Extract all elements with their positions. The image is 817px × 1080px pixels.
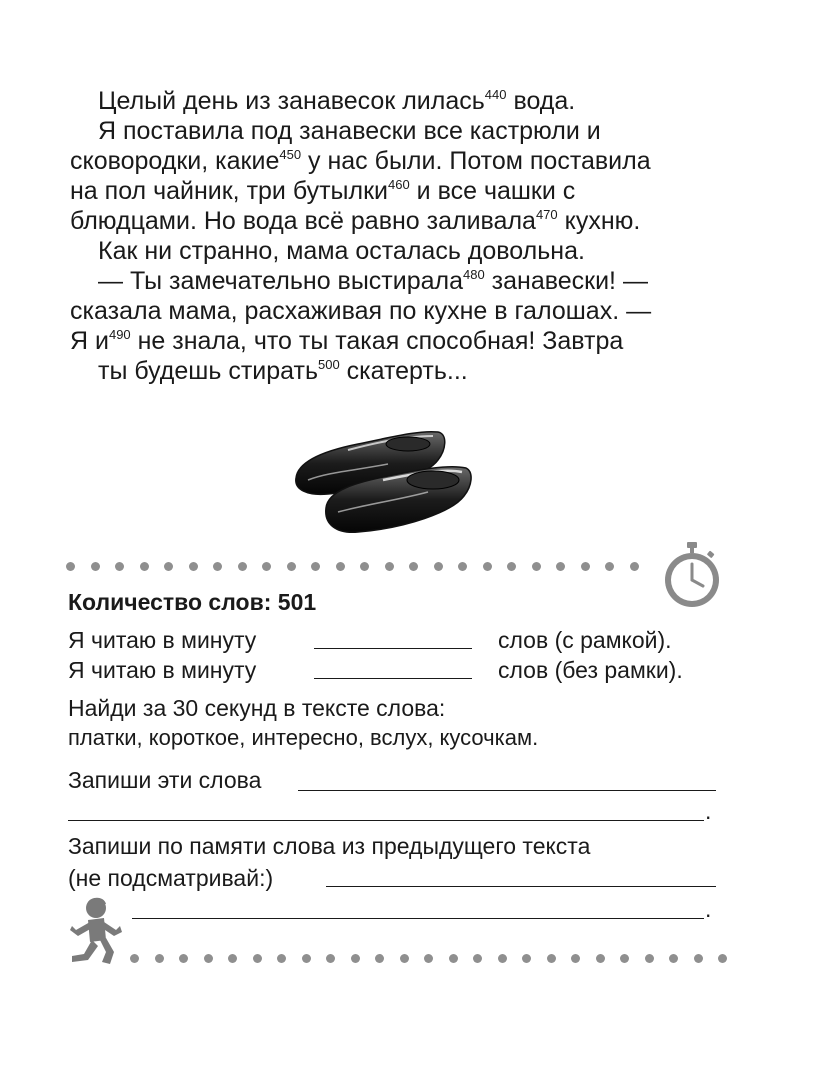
period-mark: . <box>705 896 712 922</box>
write-words-label: Запиши эти слова <box>68 767 262 793</box>
divider-dot <box>596 954 605 963</box>
divider-dot <box>400 954 409 963</box>
story-line: сказала мама, расхаживая по кухне в галошах. — <box>70 297 652 325</box>
divider-dot <box>130 954 139 963</box>
divider-dot <box>311 562 320 571</box>
rate-unit: слов (без рамки). <box>498 657 683 683</box>
divider-dot <box>718 954 727 963</box>
divider-dot <box>532 562 541 571</box>
write-words-line-1[interactable] <box>298 790 716 791</box>
divider-dot <box>262 562 271 571</box>
find-words-list: платки, короткое, интересно, вслух, кусочкам. <box>68 725 539 750</box>
divider-dot <box>669 954 678 963</box>
divider-dot <box>375 954 384 963</box>
divider-dot <box>287 562 296 571</box>
story-line: ты будешь стирать$^{500}$ скатерть... <box>98 357 468 385</box>
divider-dot <box>155 954 164 963</box>
story-line: на пол чайник, три бутылки$^{460}$ и все чашки с <box>70 177 576 205</box>
write-words-line-2[interactable] <box>68 820 704 821</box>
divider-dot <box>253 954 262 963</box>
divider-dot <box>115 562 124 571</box>
divider-dot <box>483 562 492 571</box>
rate-input-without-frame[interactable] <box>314 656 472 679</box>
divider-dot <box>351 954 360 963</box>
divider-dot <box>164 562 173 571</box>
divider-dot <box>179 954 188 963</box>
story-line: Целый день из занавесок лилась$^{440}$ вода. <box>98 87 576 115</box>
divider-dot <box>630 562 639 571</box>
divider-dot <box>645 954 654 963</box>
rate-label: Я читаю в минуту <box>68 657 257 683</box>
divider-dot <box>336 562 345 571</box>
rate-unit: слов (с рамкой). <box>498 627 672 653</box>
divider-dot <box>66 562 75 571</box>
divider-dot <box>694 954 703 963</box>
divider-dot <box>434 562 443 571</box>
divider-dot <box>204 954 213 963</box>
divider-dot <box>449 954 458 963</box>
divider-dot <box>547 954 556 963</box>
divider-dot <box>498 954 507 963</box>
galoshes-illustration <box>288 420 478 540</box>
divider-dot <box>91 562 100 571</box>
divider-dot <box>458 562 467 571</box>
memory-words-note: (не подсматривай:) <box>68 865 274 891</box>
story-line: блюдцами. Но вода всё равно заливала$^{470}$ кухню. <box>70 207 641 235</box>
divider-dot <box>620 954 629 963</box>
divider-dot <box>556 562 565 571</box>
reading-rate-with-frame <box>68 626 728 654</box>
dotted-divider-top <box>66 562 726 572</box>
find-words-instruction: Найди за 30 секунд в тексте слова: <box>68 695 446 721</box>
rate-label: Я читаю в минуту <box>68 627 257 653</box>
divider-dot <box>571 954 580 963</box>
divider-dot <box>522 954 531 963</box>
divider-dot <box>238 562 247 571</box>
memory-words-line-1[interactable] <box>326 886 716 887</box>
divider-dot <box>424 954 433 963</box>
running-child-icon <box>66 896 124 966</box>
story-text <box>70 86 730 386</box>
dotted-divider-bottom <box>130 954 726 964</box>
rate-input-with-frame[interactable] <box>314 626 472 649</box>
divider-dot <box>605 562 614 571</box>
memory-words-line-2[interactable] <box>132 918 704 919</box>
divider-dot <box>385 562 394 571</box>
period-mark: . <box>705 798 712 824</box>
story-line: — Ты замечательно выстирала$^{480}$ занавески! — <box>98 267 648 295</box>
word-count: Количество слов: 501 <box>68 589 317 615</box>
divider-dot <box>507 562 516 571</box>
divider-dot <box>360 562 369 571</box>
story-line: сковородки, какие$^{450}$ у нас были. Потом поставила <box>70 147 651 175</box>
divider-dot <box>473 954 482 963</box>
divider-dot <box>409 562 418 571</box>
story-line: Я $и^{490}$ не знала, что ты такая способная! Завтра <box>70 327 624 355</box>
divider-dot <box>189 562 198 571</box>
divider-dot <box>302 954 311 963</box>
divider-dot <box>277 954 286 963</box>
divider-dot <box>140 562 149 571</box>
memory-words-instruction: Запиши по памяти слова из предыдущего текста <box>68 833 591 859</box>
divider-dot <box>326 954 335 963</box>
divider-dot <box>581 562 590 571</box>
story-line: Как ни странно, мама осталась довольна. <box>98 237 585 265</box>
reading-rate-without-frame <box>68 656 728 684</box>
divider-dot <box>228 954 237 963</box>
story-line: Я поставила под занавески все кастрюли и <box>98 117 601 145</box>
divider-dot <box>213 562 222 571</box>
